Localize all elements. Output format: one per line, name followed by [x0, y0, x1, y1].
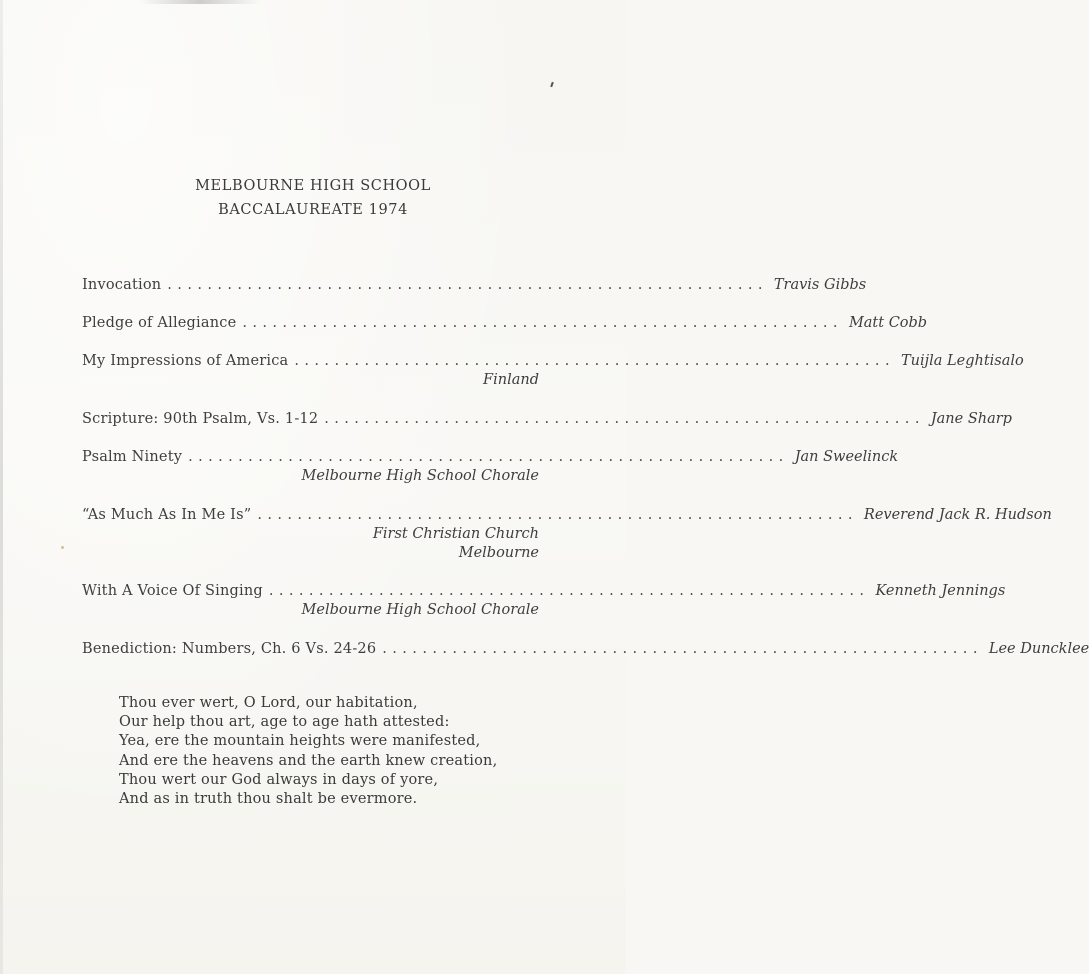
program-item: [82, 448, 899, 486]
program-item: [82, 352, 1024, 390]
verse-line: Yea, ere the mountain heights were manifested,: [119, 733, 481, 750]
school-name: MELBOURNE HIGH SCHOOL: [195, 178, 431, 194]
program-item-performer: Matt Cobb: [848, 315, 928, 331]
program-item: [82, 506, 1052, 563]
program-row: [82, 448, 899, 467]
program-row: [82, 276, 867, 295]
program-item-title: Benediction: Numbers, Ch. 6 Vs. 24-26: [82, 641, 377, 657]
program-item-performer: Tuijla Leghtisalo: [900, 353, 1024, 369]
program-row: [82, 410, 1012, 429]
program-row: [82, 640, 1089, 659]
dot-leader: ............................................................: [382, 641, 983, 657]
verse-line: Thou ever wert, O Lord, our habitation,: [119, 695, 418, 711]
event-title: BACCALAUREATE 1974: [218, 202, 408, 218]
paper-edge-shadow: [0, 0, 3, 974]
dot-leader: ............................................................: [242, 315, 843, 331]
program-item-performer: Jane Sharp: [930, 411, 1012, 427]
dot-leader: ............................................................: [324, 411, 925, 427]
dot-leader: ............................................................: [188, 449, 789, 465]
program-item-performer: Reverend Jack R. Hudson: [863, 507, 1052, 523]
program-item-performer: Travis Gibbs: [773, 277, 867, 293]
program-item-title: My Impressions of America: [82, 353, 289, 369]
verse-line: And ere the heavens and the earth knew creation,: [119, 752, 498, 769]
program-row: [82, 314, 928, 333]
program-item-title: Pledge of Allegiance: [82, 315, 237, 331]
program-item-title: Scripture: 90th Psalm, Vs. 1-12: [82, 411, 319, 427]
program-item-affiliation: Melbourne: [458, 545, 539, 561]
paper-smudge: [140, 0, 260, 4]
program-item: [82, 640, 1089, 659]
program-item: [82, 314, 928, 333]
program-header: [0, 174, 626, 222]
program-item: [82, 582, 1006, 620]
program-item-affiliation: Melbourne High School Chorale: [301, 602, 539, 618]
program-row: [82, 506, 1052, 525]
verse-line: Our help thou art, age to age hath attested:: [119, 714, 450, 731]
dot-leader: ............................................................: [167, 277, 768, 293]
program-row: [82, 582, 1006, 601]
program-item: [82, 276, 867, 295]
program-item-affiliation: Melbourne High School Chorale: [301, 468, 539, 484]
program-item: [82, 410, 1012, 429]
program-item-affiliation: Finland: [483, 372, 539, 388]
program-item-performer: Jan Sweelinck: [794, 449, 899, 465]
dot-leader: ............................................................: [257, 507, 858, 523]
dot-leader: ............................................................: [294, 353, 895, 369]
program-item-title: Invocation: [82, 277, 162, 293]
program-item-affiliation: First Christian Church: [372, 526, 539, 542]
verse-line: And as in truth thou shalt be evermore.: [119, 791, 418, 808]
program-item-performer: Lee Duncklee: [988, 641, 1089, 657]
program-item-title: With A Voice Of Singing: [82, 583, 263, 599]
program-row: [82, 352, 1024, 371]
verse-line: Thou wert our God always in days of yore,: [119, 771, 439, 788]
program-item-title: “As Much As In Me Is”: [82, 507, 252, 523]
ink-mark: [550, 82, 554, 87]
program-item-title: Psalm Ninety: [82, 449, 183, 465]
paper-speck: [61, 546, 64, 549]
closing-verse: [119, 694, 539, 809]
dot-leader: ............................................................: [268, 583, 870, 599]
program-item-performer: Kenneth Jennings: [875, 583, 1006, 599]
